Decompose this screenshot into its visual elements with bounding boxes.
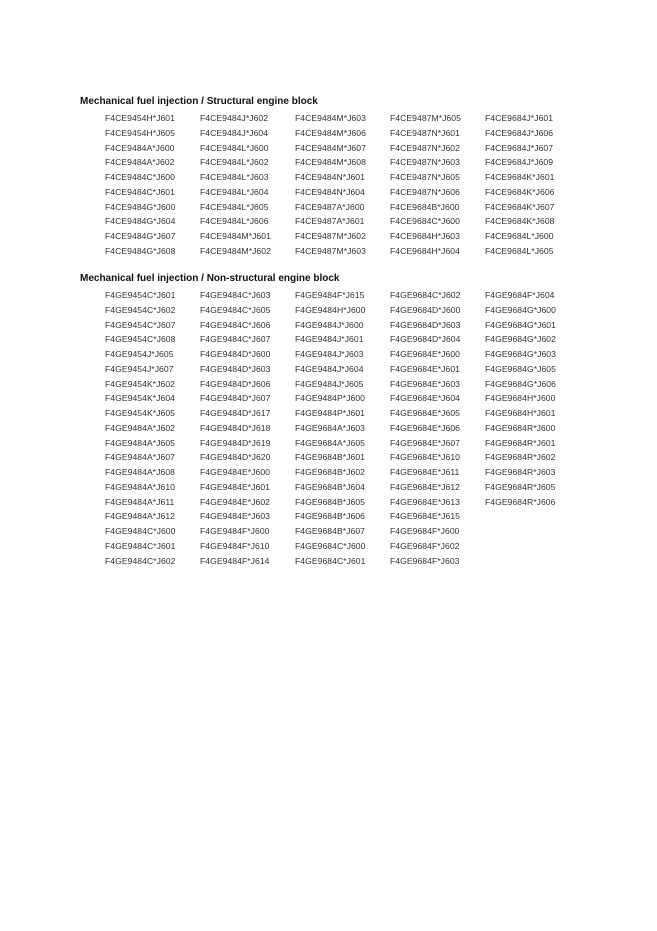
engine-code: F4CE9684K*J601: [485, 172, 555, 182]
engine-code: F4GE9454C*J601: [105, 290, 176, 300]
code-grid: [105, 288, 640, 568]
engine-code: F4CE9484J*J604: [200, 127, 269, 138]
engine-code: F4GE9484E*J602: [200, 496, 270, 507]
engine-code: F4GE9684E*J615: [390, 511, 460, 522]
engine-code: F4CE9484M*J606: [295, 127, 366, 138]
engine-code: F4CE9484A*J602: [105, 157, 175, 168]
engine-code: F4CE9487A*J601: [295, 216, 365, 227]
engine-code: F4GE9484C*J606: [200, 319, 271, 330]
engine-code: F4CE9684K*J606: [485, 186, 555, 197]
engine-code: F4GE9684E*J611: [390, 467, 460, 477]
engine-code: F4GE9684R*J601: [485, 437, 556, 448]
code-column: [105, 111, 200, 259]
code-column: [390, 111, 485, 259]
engine-code: F4GE9454K*J605: [105, 408, 175, 418]
engine-code: F4GE9484J*J601: [295, 334, 364, 345]
engine-code: F4CE9484C*J601: [105, 186, 175, 197]
engine-code: F4CE9484M*J608: [295, 157, 366, 168]
section-heading: Mechanical fuel injection / Structural engine block: [80, 96, 318, 107]
engine-code: F4CE9484L*J604: [200, 186, 269, 197]
code-column: [485, 288, 580, 568]
engine-code: F4GE9684E*J612: [390, 481, 460, 492]
engine-code: F4GE9484E*J600: [200, 467, 270, 477]
engine-code: F4GE9684E*J604: [390, 393, 460, 404]
engine-code: F4CE9684K*J608: [485, 216, 555, 227]
engine-code: F4CE9684J*J607: [485, 142, 554, 153]
engine-code: F4GE9484A*J611: [105, 496, 175, 507]
engine-code: F4CE9484N*J604: [295, 186, 365, 197]
engine-code: F4GE9684R*J602: [485, 452, 556, 463]
engine-code: F4CE9684H*J603: [390, 231, 460, 241]
engine-code: F4GE9484A*J610: [105, 481, 175, 492]
engine-code: F4GE9484F*J600: [200, 526, 270, 536]
engine-code: F4GE9484J*J603: [295, 349, 364, 359]
engine-code: F4GE9684G*J601: [485, 319, 556, 330]
engine-code: F4GE9684B*J605: [295, 496, 365, 507]
engine-code: F4GE9484D*J618: [200, 422, 271, 433]
engine-code: F4CE9484J*J602: [200, 113, 269, 123]
code-column: [200, 111, 295, 259]
engine-code: F4GE9684R*J606: [485, 496, 556, 507]
code-column: [200, 288, 295, 568]
engine-code: F4CE9487N*J602: [390, 142, 460, 153]
engine-code: F4CE9484M*J601: [200, 231, 271, 241]
engine-code: F4GE9484C*J605: [200, 304, 271, 315]
code-column: [295, 288, 390, 568]
engine-code: F4CE9487N*J601: [390, 127, 460, 138]
engine-code: F4GE9684H*J600: [485, 393, 556, 404]
engine-code: F4CE9484G*J600: [105, 201, 176, 212]
engine-code: F4GE9684G*J600: [485, 304, 556, 315]
engine-code: F4GE9684F*J600: [390, 526, 460, 536]
engine-code: F4GE9684C*J601: [295, 555, 366, 566]
engine-code: F4GE9684A*J603: [295, 422, 365, 433]
engine-code: F4GE9454C*J602: [105, 304, 176, 315]
engine-code: F4GE9684E*J613: [390, 496, 460, 507]
engine-code: F4GE9684G*J603: [485, 349, 556, 359]
engine-code: F4CE9684J*J606: [485, 127, 554, 138]
engine-code: F4GE9684E*J607: [390, 437, 460, 448]
engine-code: F4GE9684B*J601: [295, 452, 365, 463]
engine-code: F4GE9684B*J604: [295, 481, 365, 492]
code-column: [485, 111, 580, 259]
engine-code: F4CE9484L*J602: [200, 157, 269, 168]
engine-code: F4CE9684H*J604: [390, 245, 460, 256]
engine-code: F4GE9484C*J601: [105, 540, 176, 551]
engine-code: F4GE9484A*J607: [105, 452, 175, 463]
engine-code: F4CE9484L*J606: [200, 216, 269, 227]
code-column: [390, 288, 485, 568]
engine-code: F4GE9684F*J603: [390, 555, 460, 566]
engine-code: F4GE9684B*J607: [295, 526, 365, 536]
engine-code: F4GE9484A*J605: [105, 437, 175, 448]
engine-code: F4CE9684B*J600: [390, 201, 460, 212]
engine-code: F4CE9484N*J601: [295, 172, 365, 182]
engine-code: F4GE9454C*J608: [105, 334, 176, 345]
engine-code: F4CE9487N*J606: [390, 186, 460, 197]
engine-code: F4CE9684J*J609: [485, 157, 554, 168]
engine-code: F4GE9484C*J600: [105, 526, 176, 536]
engine-code: F4CE9487N*J605: [390, 172, 460, 182]
engine-code: F4CE9487A*J600: [295, 201, 365, 212]
structural-block-section: [80, 95, 640, 259]
engine-code: F4GE9484D*J606: [200, 378, 271, 389]
engine-code: F4CE9484L*J603: [200, 172, 269, 182]
engine-code: F4GE9484F*J610: [200, 540, 270, 551]
engine-code: F4GE9484F*J615: [295, 290, 365, 300]
engine-code: F4CE9484C*J600: [105, 172, 175, 182]
engine-code: F4GE9684R*J603: [485, 467, 556, 477]
engine-code: F4GE9684E*J601: [390, 363, 460, 374]
engine-code: F4CE9684J*J601: [485, 113, 554, 123]
engine-code: F4GE9484D*J603: [200, 363, 271, 374]
engine-code: F4CE9684C*J600: [390, 216, 460, 227]
engine-code: F4GE9484C*J607: [200, 334, 271, 345]
engine-code: F4GE9454J*J607: [105, 363, 174, 374]
engine-code: F4GE9684B*J602: [295, 467, 365, 477]
code-column: [105, 288, 200, 568]
engine-code: F4GE9484J*J604: [295, 363, 364, 374]
engine-code: F4CE9484M*J602: [200, 245, 271, 256]
code-grid: [105, 111, 640, 259]
engine-code: F4GE9454K*J604: [105, 393, 175, 404]
engine-code: F4GE9484E*J601: [200, 481, 270, 492]
engine-code: F4CE9484M*J607: [295, 142, 366, 153]
engine-code: F4GE9484P*J601: [295, 408, 365, 418]
engine-code: F4GE9684A*J605: [295, 437, 365, 448]
engine-code: F4GE9684G*J606: [485, 378, 556, 389]
engine-code: F4GE9484D*J607: [200, 393, 271, 404]
engine-code: F4GE9684G*J605: [485, 363, 556, 374]
engine-code: F4GE9484C*J602: [105, 555, 176, 566]
engine-code: F4GE9684C*J600: [295, 540, 366, 551]
engine-code: F4GE9454J*J605: [105, 349, 174, 359]
engine-code: F4GE9484D*J619: [200, 437, 271, 448]
engine-code: F4CE9454H*J605: [105, 127, 175, 138]
engine-code: F4GE9484A*J608: [105, 467, 175, 477]
engine-code: F4GE9484J*J600: [295, 319, 364, 330]
section-heading: Mechanical fuel injection / Non-structural engine block: [80, 273, 340, 284]
engine-code: F4GE9684G*J602: [485, 334, 556, 345]
engine-code: F4GE9684B*J606: [295, 511, 365, 522]
engine-code: F4CE9487M*J603: [295, 245, 366, 256]
engine-code: F4GE9684E*J600: [390, 349, 460, 359]
engine-code: F4GE9484F*J614: [200, 555, 270, 566]
engine-code: F4CE9484L*J605: [200, 201, 269, 212]
engine-code: F4GE9484J*J605: [295, 378, 364, 389]
engine-code: F4GE9684E*J605: [390, 408, 460, 418]
engine-code: F4GE9684E*J610: [390, 452, 460, 463]
engine-code: F4CE9454H*J601: [105, 113, 175, 123]
engine-code: F4GE9484A*J612: [105, 511, 175, 522]
engine-code: F4CE9684K*J607: [485, 201, 555, 212]
engine-code: F4CE9487M*J602: [295, 231, 366, 241]
engine-code: F4GE9484E*J603: [200, 511, 270, 522]
engine-code: F4GE9684E*J606: [390, 422, 460, 433]
engine-code: F4CE9484A*J600: [105, 142, 175, 153]
engine-code: F4GE9684R*J605: [485, 481, 556, 492]
engine-code: F4GE9684F*J604: [485, 290, 555, 300]
code-column: [295, 111, 390, 259]
engine-code: F4CE9484M*J603: [295, 113, 366, 123]
engine-code: F4GE9454C*J607: [105, 319, 176, 330]
engine-code: F4CE9484G*J608: [105, 245, 176, 256]
engine-code: F4GE9684D*J604: [390, 334, 461, 345]
engine-code: F4CE9484L*J600: [200, 142, 269, 153]
engine-code: F4GE9484C*J603: [200, 290, 271, 300]
engine-code: F4GE9484H*J600: [295, 304, 366, 315]
engine-code: F4GE9684H*J601: [485, 408, 556, 418]
engine-code: F4GE9484P*J600: [295, 393, 365, 404]
engine-code: F4CE9684L*J605: [485, 245, 554, 256]
non-structural-block-section: [80, 272, 640, 568]
engine-code: F4CE9487N*J603: [390, 157, 460, 168]
engine-code: F4GE9684D*J603: [390, 319, 461, 330]
engine-code: F4GE9684R*J600: [485, 422, 556, 433]
engine-code: F4GE9484D*J620: [200, 452, 271, 463]
engine-code: F4CE9487M*J605: [390, 113, 461, 123]
engine-code: F4GE9684F*J602: [390, 540, 460, 551]
engine-code: F4GE9454K*J602: [105, 378, 175, 389]
engine-code: F4GE9684E*J603: [390, 378, 460, 389]
engine-code: F4GE9684D*J600: [390, 304, 461, 315]
engine-code: F4GE9484D*J600: [200, 349, 271, 359]
engine-code: F4CE9484G*J607: [105, 231, 176, 241]
engine-code: F4CE9484G*J604: [105, 216, 176, 227]
engine-code: F4GE9484A*J602: [105, 422, 175, 433]
engine-code: F4CE9684L*J600: [485, 231, 554, 241]
engine-code: F4GE9684C*J602: [390, 290, 461, 300]
engine-code: F4GE9484D*J617: [200, 408, 271, 418]
